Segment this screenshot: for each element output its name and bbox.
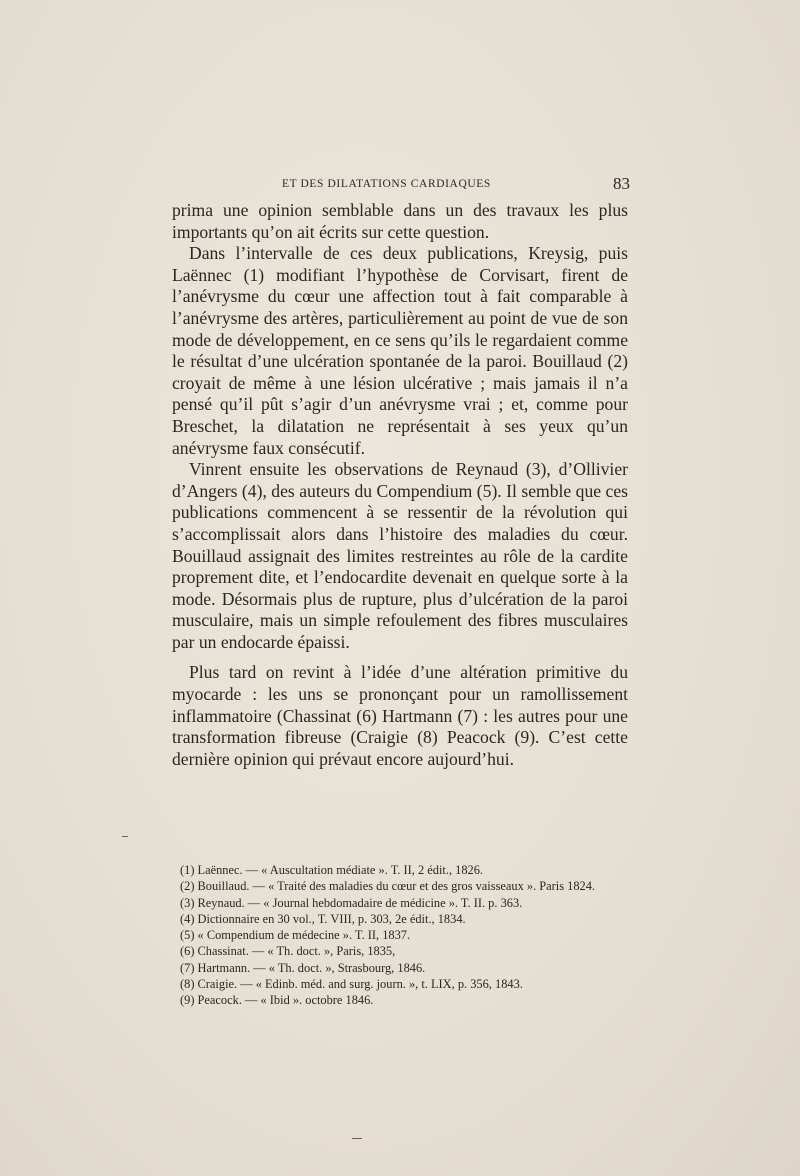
paragraph: prima une opinion semblable dans un des travaux les plus importants qu’on ait écrits sur cette question. <box>172 200 628 242</box>
paragraph: Plus tard on revint à l’idée d’une altération primitive du myocarde : les uns se prononçant pour un ramollissement inflammatoire (Chassinat (6) Hartmann (7) : les autres pour une transformation fibreuse (Craigie (8) Peacock (9). C’est cette dernière opinion qui prévaut encore aujourd’hui. <box>172 662 628 769</box>
paragraph: Dans l’intervalle de ces deux publications, Kreysig, puis Laënnec (1) modifiant l’hypothèse de Corvisart, firent de l’anévrysme du cœur une affection tout à fait comparable à l’anévrysme des artères, particulièrement au point de vue de son mode de développement, en ce sens qu’ils le regardaient comme le résultat d’une ulcération spontanée de la paroi. Bouillaud (2) croyait de même à une lésion ulcérative ; mais jamais il n’a pensé qu’il pût s’agir d’un anévrysme vrai ; et, comme pour Breschet, la dilatation ne représentait à ses yeux qu’un anévrysme faux consécutif. <box>172 243 628 458</box>
footnote: (4) Dictionnaire en 30 vol., T. VIII, p. 303, 2e édit., 1834. <box>180 911 466 926</box>
page-number: 83 <box>613 174 630 193</box>
body-text <box>172 200 628 770</box>
footnote: (3) Reynaud. — « Journal hebdomadaire de médicine ». T. II. p. 363. <box>180 895 523 910</box>
margin-mark <box>122 836 128 837</box>
footnote: (2) Bouillaud. — « Traité des maladies du cœur et des gros vaisseaux ». Paris 1824. <box>180 879 596 894</box>
bottom-mark <box>352 1138 362 1139</box>
footnotes <box>180 862 640 1009</box>
footnote: (7) Hartmann. — « Th. doct. », Strasbourg, 1846. <box>180 960 426 975</box>
footnote: (1) Laënnec. — « Auscultation médiate ». T. II, 2 édit., 1826. <box>180 863 484 877</box>
page-header <box>172 174 632 196</box>
footnote: (8) Craigie. — « Edinb. méd. and surg. journ. », t. LIX, p. 356, 1843. <box>180 977 523 992</box>
running-title: ET DES DILATATIONS CARDIAQUES <box>282 178 491 190</box>
footnote: (6) Chassinat. — « Th. doct. », Paris, 1835, <box>180 944 396 959</box>
footnote: (9) Peacock. — « Ibid ». octobre 1846. <box>180 993 374 1008</box>
paragraph: Vinrent ensuite les observations de Reynaud (3), d’Ollivier d’Angers (4), des auteurs du Compendium (5). Il semble que ces publications commencent à se ressentir de la révolution qui s’accomplissait alors dans l’histoire des maladies du cœur. Bouillaud assignait des limites restreintes au rôle de la cardite proprement dite, et l’endocardite devenait en quelque sorte à la mode. Désormais plus de rupture, plus d’ulcération de la paroi musculaire, mais un simple refoulement des fibres musculaires par un endocarde épaissi. <box>172 459 628 652</box>
footnote: (5) « Compendium de médecine ». T. II, 1837. <box>180 928 411 943</box>
